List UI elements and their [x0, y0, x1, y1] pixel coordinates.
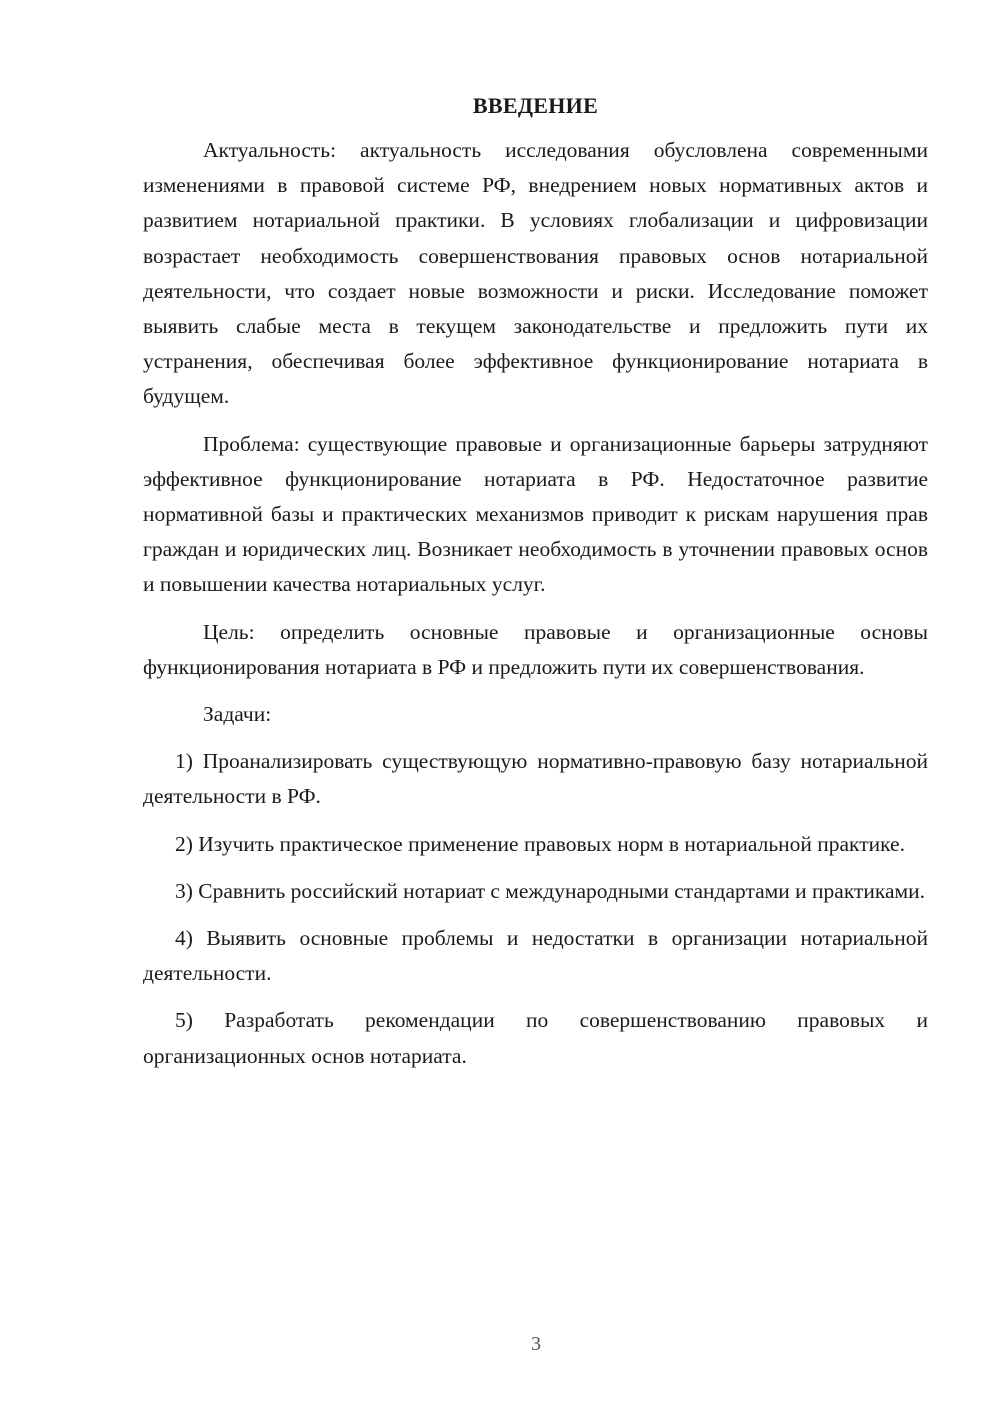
problem-paragraph: Проблема: существующие правовые и организационные барьеры затрудняют эффективное функционирование нотариата в РФ. Недостаточное развитие нормативной базы и практических механизмов приводит к рискам нарушения прав граждан и юридических лиц. Возникает необходимость в уточнении правовых основ и повышении качества нотариальных услуг.	[143, 431, 928, 597]
section-heading: ВВЕДЕНИЕ	[472, 93, 599, 118]
task-item: 4) Выявить основные проблемы и недостатки в организации нотариальной деятельности.	[143, 926, 928, 986]
goal-paragraph: Цель: определить основные правовые и организационные основы функционирования нотариата в РФ и предложить пути их совершенствования.	[143, 619, 928, 679]
task-item: 2) Изучить практическое применение правовых норм в нотариальной практике.	[175, 831, 905, 856]
relevance-paragraph: Актуальность: актуальность исследования обусловлена современными изменениями в правовой системе РФ, внедрением новых нормативных актов и развитием нотариальной практики. В условиях глобализации и цифровизации возрастает необходимость совершенствования правовых основ нотариальной деятельности, что создает новые возможности и риски. Исследование поможет выявить слабые места в текущем законодательстве и предложить пути их устранения, обеспечивая более эффективное функционирование нотариата в будущем.	[143, 138, 928, 409]
page-number: 3	[531, 1333, 541, 1355]
task-item: 3) Сравнить российский нотариат с международными стандартами и практиками.	[175, 878, 926, 903]
task-item: 5) Разработать рекомендации по совершенствованию правовых и организационных основ нотариата.	[143, 1008, 928, 1068]
document-page	[143, 88, 928, 1074]
task-item: 1) Проанализировать существующую нормативно-правовую базу нотариальной деятельности в РФ.	[143, 749, 928, 809]
tasks-heading: Задачи:	[203, 702, 272, 727]
